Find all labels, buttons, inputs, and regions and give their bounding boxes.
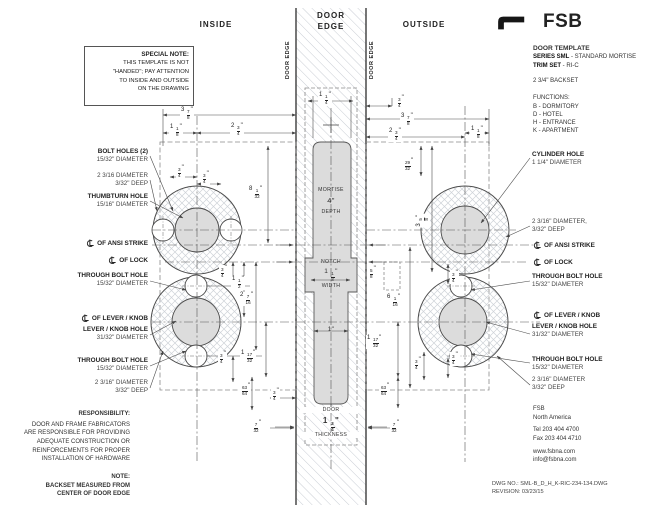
dimension-label: $\frac{7}{32}$ " [253,420,262,433]
dimension-label: 6 $\frac{1}{16}$ " [387,294,401,307]
dimension-label: $\frac{5}{8}$ " [370,266,376,279]
callout-sub: 15/32" DIAMETER [96,280,148,288]
responsibility-line: ADEQUATE CONSTRUCTION OR [36,439,130,446]
callout-counterbore [532,218,664,234]
trim-value: - RI-C [561,63,579,69]
contact-web[interactable]: www.fsbna.com [533,448,576,455]
dimension-label: 2 $\frac{3}{4}$ " [389,128,401,141]
callout-title: 2 3/16 DIAMETER [97,172,148,179]
fsb-lever-logo-icon [494,16,529,30]
callout-title: THUMBTURN HOLE [87,193,148,200]
note-block [0,473,130,499]
callout-title: THROUGH BOLT HOLE [532,356,603,363]
backset-note: 2 3/4" BACKSET [533,78,579,84]
function-item: H - ENTRANCE [533,120,576,126]
dimension-label: 2 $\frac{3}{4}$ " [231,123,243,136]
centerline-icon [80,314,89,323]
callout-title: 2 3/16" DIAMETER, [532,218,587,225]
dimension-label: $\frac{3}{4}$ " [415,357,421,370]
inside-label: INSIDE [199,20,233,29]
revision: REVISION: 03/23/15 [492,489,544,496]
centerline-icon [85,239,94,248]
cl-lever-knob-left [8,314,148,323]
cl-label: OF LOCK [119,257,148,264]
callout-title: THROUGH BOLT HOLE [532,273,603,280]
centerline-icon [532,258,541,267]
dimension-label: 3 $\frac{7}{8}$ " [401,113,413,126]
door-label: DOOR [300,407,362,413]
dimension-label: 3 5 8 " [416,214,429,227]
door-thickness-value: 1 $\frac{3}{4}$ " [322,416,340,432]
mortise-depth-value: 4" [327,196,335,205]
callout-sub: 15/32" DIAMETER [96,365,148,373]
callout-through-bolt-lower [532,356,664,372]
callout-title: BOLT HOLES (2) [97,148,148,155]
responsibility-line: ARE RESPONSIBLE FOR PROVIDING [23,430,130,437]
callout-cylinder-hole [532,151,664,167]
responsibility-heading: RESPONSIBILITY: [78,411,130,417]
note-line: BACKSET MEASURED FROM [45,482,130,489]
centerline-icon [107,256,116,265]
callout-title: THROUGH BOLT HOLE [77,357,148,364]
responsibility-block [0,410,130,464]
contact-fax: Fax 203 404 4710 [533,436,582,443]
callout-sub: 15/16" DIAMETER [96,201,148,209]
callout-sub: 15/32" DIAMETER [532,281,584,289]
callout-counterbore-lower [532,376,664,392]
door-edge-label-line1: DOOR [317,11,345,20]
one-inch-value: 1" [327,326,335,333]
responsibility-line: DOOR AND FRAME FABRICATORS [31,421,130,428]
callout-sub: 15/32" DIAMETER [96,156,148,164]
dimension-label: 8 $\frac{1}{32}$ " [249,186,263,199]
functions-heading: FUNCTIONS: [533,95,570,101]
dimension-label: 3 $\frac{7}{8}$ " [181,107,193,120]
dimension-label: $\frac{3}{4}$ " [452,270,458,283]
callout-title: LEVER / KNOB HOLE [532,323,597,330]
dimension-label: $\frac{63}{64}$ " [381,383,390,396]
special-note-line: "HANDED"; PAY ATTENTION [112,68,189,75]
contact-name: FSB [533,406,545,412]
series-line [533,53,636,62]
cl-label: OF LEVER / KNOB [544,312,601,319]
dimension-label: $\frac{3}{4}$ " [221,265,227,278]
callout-through-bolt-lower [8,357,148,373]
callout-through-bolt-upper [532,273,664,289]
callout-sub: 1 1/4" DIAMETER [532,159,582,167]
special-note-line: TO INSIDE AND OUTSIDE [119,77,189,84]
dimension-label: $\frac{3}{4}$ " [220,351,226,364]
dimension-label: 1 $\frac{1}{8}$ " [170,124,182,137]
callout-lever-knob-hole [8,326,148,342]
dimension-label: $\frac{3}{4}$ " [203,171,209,184]
responsibility-line: REINFORCEMENTS FOR PROPER [32,447,130,454]
callout-lever-knob-hole [532,323,664,339]
cl-lever-knob-right [532,311,600,320]
note-heading: NOTE: [111,474,130,480]
dimension-label: $\frac{3}{4}$ " [452,352,458,365]
strike-box [384,262,400,290]
trim-set-line [533,62,579,71]
door-edge-vertical-label: DOOR EDGE [369,40,375,80]
dimension-label: 1 $\frac{1}{4}$ " [319,92,331,105]
dimension-label: 2 $\frac{7}{16}$ " [240,292,254,305]
trim-label: TRIM SET [533,63,561,69]
callout-title: THROUGH BOLT HOLE [77,272,148,279]
callout-sub: 3/32" DEEP [532,226,565,234]
series-label: SERIES SML [533,54,570,60]
dwg-number: DWG NO.: SML-B_D_H_K-RIC-234-134.DWG [492,481,608,487]
footer-block [492,480,608,496]
callout-bolt-holes [8,148,148,164]
special-note-heading: SPECIAL NOTE: [141,51,189,58]
special-note-line: THIS TEMPLATE IS NOT [123,60,189,67]
depth-label: DEPTH [321,209,341,215]
dimension-label: $\frac{29}{32}$ " [405,158,414,171]
dimension-label: $\frac{7}{32}$ " [391,420,400,433]
function-item: B - DORMITORY [533,104,579,110]
cl-lock-right [532,258,573,267]
thickness-label: THICKNESS [300,432,362,438]
contact-block [533,405,581,465]
dimension-label: 1 $\frac{1}{8}$ " [471,126,483,139]
mortise-label: MORTISE [318,187,344,193]
dimension-label: 1 $\frac{17}{32}$ " [367,335,382,348]
callout-sub: 31/32" DIAMETER [532,331,584,339]
cl-label: OF LEVER / KNOB [91,315,148,322]
series-value: - STANDARD MORTISE [569,54,637,60]
cl-ansi-strike-left [8,239,148,248]
dimension-label: 1 $\frac{17}{32}$ " [241,350,256,363]
contact-email[interactable]: info@fsbna.com [533,457,577,464]
callout-sub: 3/32" DEEP [115,387,148,395]
outside-label: OUTSIDE [402,20,446,29]
dimension-label: 1 $\frac{1}{2}$ " [232,276,244,289]
contact-tel: Tel 203 404 4700 [533,427,580,434]
special-note-line: ON THE DRAWING [137,86,189,93]
callout-sub: 3/32" DEEP [115,180,148,188]
callout-counterbore-lower [8,379,148,395]
callout-title: LEVER / KNOB HOLE [83,326,148,333]
cl-label: OF ANSI STRIKE [544,242,595,249]
drawing-title: DOOR TEMPLATE [533,45,590,52]
special-note-box [84,46,194,106]
cl-lock-left [8,256,148,265]
function-item: D - HOTEL [533,112,563,118]
cl-label: OF ANSI STRIKE [97,240,148,247]
dimension-label: $\frac{63}{64}$ " [242,383,251,396]
cl-label: OF LOCK [544,259,573,266]
note-line: CENTER OF DOOR EDGE [56,491,130,498]
contact-region: North America [533,414,572,421]
notch-label: NOTCH [321,259,341,265]
responsibility-line: INSTALLATION OF HARDWARE [41,456,130,463]
width-label: WIDTH [321,283,341,289]
cl-ansi-strike-right [532,241,595,250]
callout-sub: 31/32" DIAMETER [96,334,148,342]
fsb-wordmark: FSB [543,11,583,32]
callout-counterbore [8,172,148,188]
centerline-icon [532,311,541,320]
notch-width-value: 1 $\frac{1}{8}$ " [324,268,338,282]
dimension-label: $\frac{3}{4}$ " [178,165,184,178]
callout-sub: 3/32" DEEP [532,384,565,392]
door-edge-vertical-label: DOOR EDGE [285,40,291,80]
callout-title: 2 3/16" DIAMETER [94,379,148,386]
callout-title: CYLINDER HOLE [532,151,585,158]
centerline-icon [532,241,541,250]
door-edge-label-line2: EDGE [317,22,345,31]
callout-thumbturn [8,193,148,209]
dimension-label: $\frac{3}{4}$ " [273,388,279,401]
dimension-label: $\frac{3}{4}$ " [398,95,404,108]
callout-sub: 15/32" DIAMETER [532,364,584,372]
callout-title: 2 3/16" DIAMETER [532,376,586,383]
callout-through-bolt-upper [8,272,148,288]
function-item: K - APARTMENT [533,128,579,134]
